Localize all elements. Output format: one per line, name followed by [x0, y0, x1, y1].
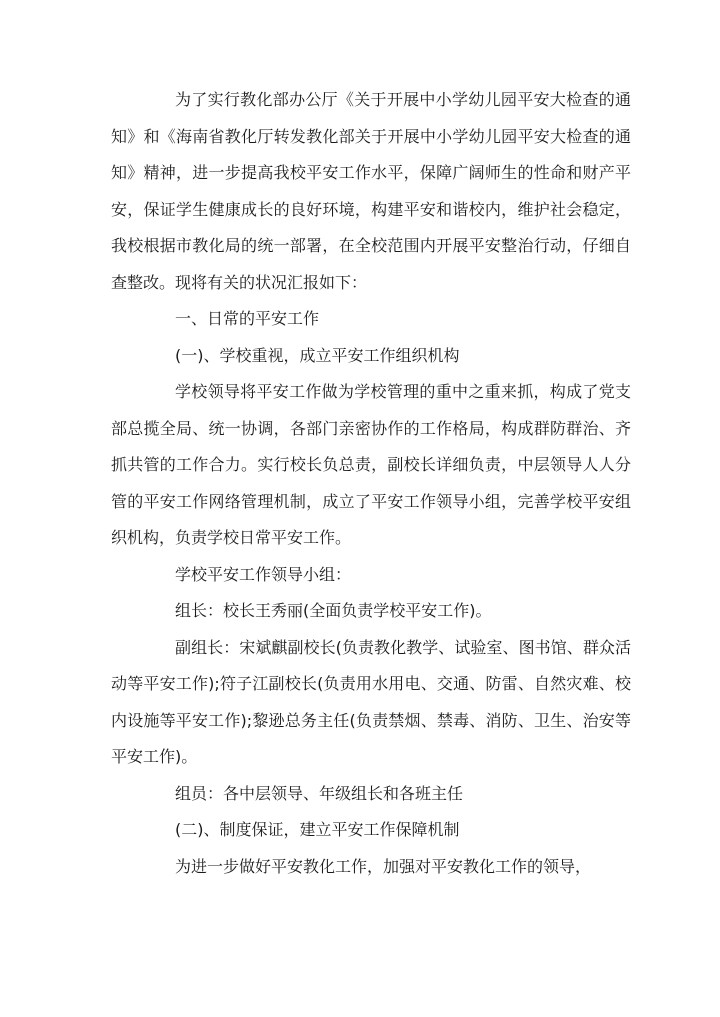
document-body [111, 82, 631, 885]
subheading-system-guarantee: (二)、制度保证，建立平安工作保障机制 [175, 820, 460, 839]
subheading-organization: (一)、学校重视，成立平安工作组织机构 [175, 345, 460, 365]
paragraph-further-work: 为进一步做好平安教化工作，加强对平安教化工作的领导， [175, 856, 592, 876]
paragraph-leadership: 学校领导将平安工作做为学校管理的重中之重来抓，构成了党支部总揽全局、统一协调，各部门亲密协作的工作格局，构成群防群治、齐抓共管的工作合力。实行校长负总责，副校长详细负责，中层领导人人分管的平安工作网络管理机制，成立了平安工作领导小组，完善学校平安组织机构，负责学校日常平安工作。 [111, 382, 631, 547]
paragraph-intro: 为了实行教化部办公厅《关于开展中小学幼儿园平安大检查的通知》和《海南省教化厅转发教化部关于开展中小学幼儿园平安大检查的通知》精神，进一步提高我校平安工作水平，保障广阔师生的性命和财产平安，保证学生健康成长的良好环境，构建平安和谐校内，维护社会稳定，我校根据市教化局的统一部署，在全校范围内开展平安整治行动，仔细自查整改。现将有关的状况汇报如下： [111, 90, 631, 292]
paragraph-group-title: 学校平安工作领导小组： [175, 564, 352, 584]
paragraph-members: 组员：各中层领导、年级组长和各班主任 [175, 783, 464, 803]
paragraph-group-leader: 组长：校长王秀丽(全面负责学校平安工作)。 [175, 601, 492, 620]
heading-daily-safety-work: 一、日常的平安工作 [175, 309, 320, 328]
paragraph-deputy-leaders: 副组长：宋斌麒副校长(负责教化教学、试验室、图书馆、群众活动等平安工作);符子江副校长(负责用水用电、交通、防雷、自然灾难、校内设施等平安工作);黎逊总务主任(负责禁烟、禁毒、消防、卫生、治安等平安工作)。 [111, 637, 631, 766]
